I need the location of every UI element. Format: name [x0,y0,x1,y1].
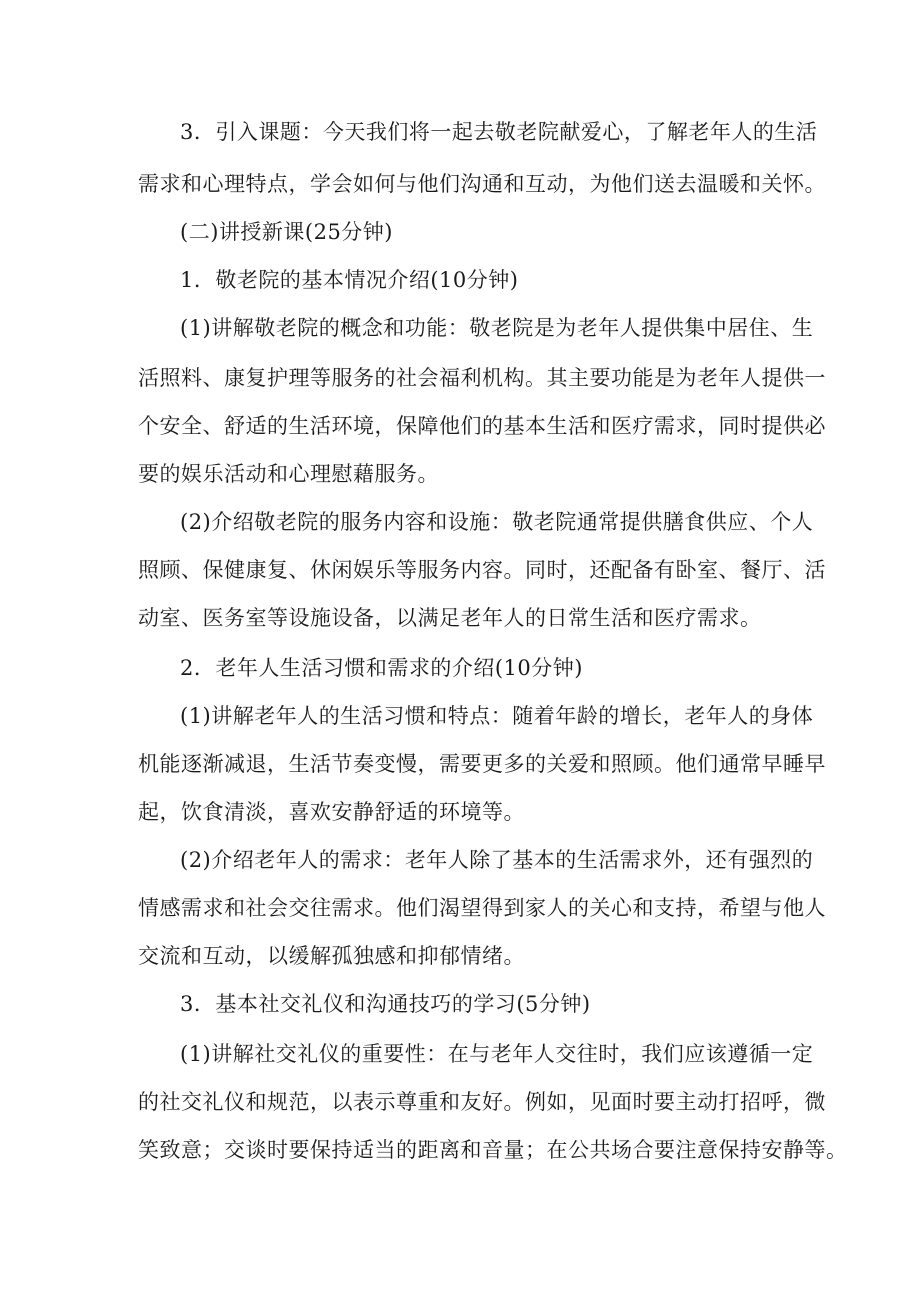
paragraph-line: 的社交礼仪和规范，以表示尊重和友好。例如，见面时要主动打招呼，微 [138,1090,826,1114]
paragraph-line: 活照料、康复护理等服务的社会福利机构。其主要功能是为老年人提供一 [138,366,826,390]
paragraph-line: (2)介绍老年人的需求：老年人除了基本的生活需求外，还有强烈的 [180,848,814,872]
paragraph-line: 情感需求和社会交往需求。他们渴望得到家人的关心和支持，希望与他人 [138,896,826,920]
paragraph-line: (1)讲解敬老院的概念和功能：敬老院是为老年人提供集中居住、生 [180,316,814,340]
section-heading: (二)讲授新课(25分钟) [180,220,393,244]
subsection-heading: 1．敬老院的基本情况介绍(10分钟) [180,268,519,292]
paragraph-line: (1)讲解老年人的生活习惯和特点：随着年龄的增长，老年人的身体 [180,704,814,728]
paragraph-line: (1)讲解社交礼仪的重要性：在与老年人交往时，我们应该遵循一定 [180,1042,814,1066]
paragraph-line: 3．引入课题：今天我们将一起去敬老院献爱心，了解老年人的生活 [180,120,818,144]
paragraph-line: 机能逐渐减退，生活节奏变慢，需要更多的关爱和照顾。他们通常早睡早 [138,752,826,776]
paragraph-line: 需求和心理特点，学会如何与他们沟通和互动，为他们送去温暖和关怀。 [138,172,826,196]
paragraph-line: 个安全、舒适的生活环境，保障他们的基本生活和医疗需求，同时提供必 [138,414,826,438]
paragraph-line: 动室、医务室等设施设备，以满足老年人的日常生活和医疗需求。 [138,606,762,630]
paragraph-line: 照顾、保健康复、休闲娱乐等服务内容。同时，还配备有卧室、餐厅、活 [138,558,826,582]
paragraph-line: (2)介绍敬老院的服务内容和设施：敬老院通常提供膳食供应、个人 [180,510,814,534]
paragraph-line: 笑致意；交谈时要保持适当的距离和音量；在公共场合要注意保持安静等。 [138,1138,848,1162]
subsection-heading: 3．基本社交礼仪和沟通技巧的学习(5分钟) [180,992,591,1016]
subsection-heading: 2．老年人生活习惯和需求的介绍(10分钟) [180,656,583,680]
paragraph-line: 要的娱乐活动和心理慰藉服务。 [138,462,439,486]
paragraph-line: 起，饮食清淡，喜欢安静舒适的环境等。 [138,800,525,824]
paragraph-line: 交流和互动，以缓解孤独感和抑郁情绪。 [138,944,525,968]
